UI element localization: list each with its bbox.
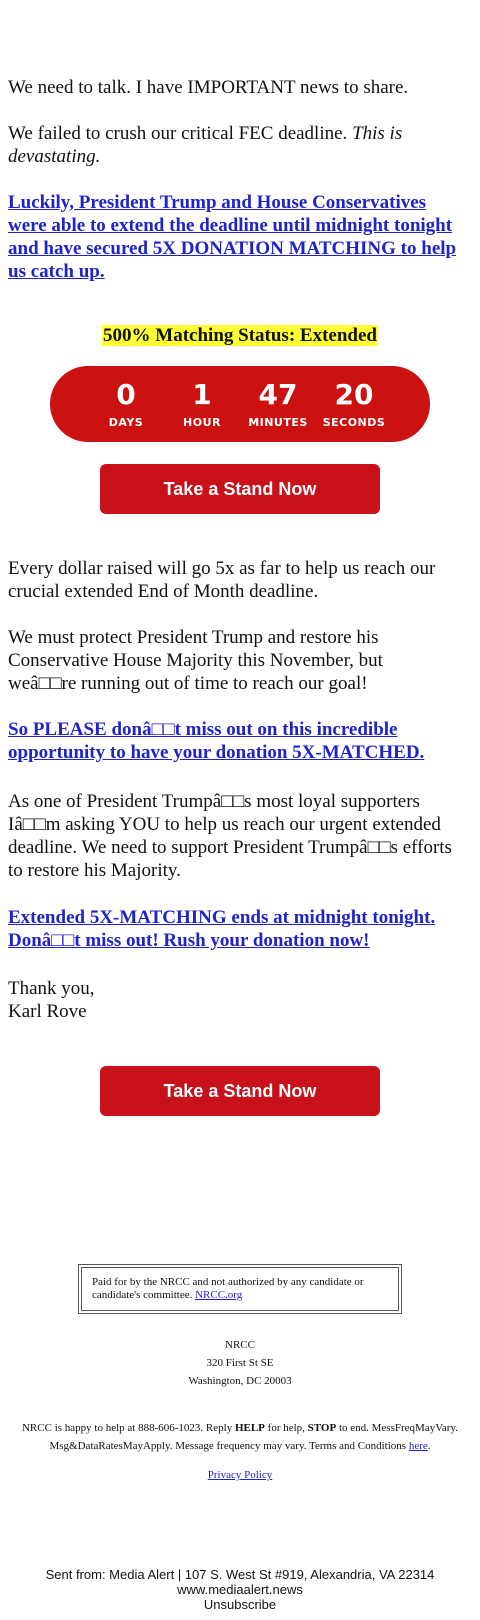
matching-status-label: 500% Matching Status: Extended [103,325,377,346]
countdown-minutes-label: MINUTES [248,415,308,429]
sms-text-1: NRCC is happy to help at 888-606-1023. Reply [21,1422,233,1434]
countdown-seconds [316,377,392,429]
countdown-days-value: 0 [116,377,136,411]
footer-sent-from: Sent from: Media Alert | 107 S. West St #919, Alexandria, VA 22314 [45,1567,435,1582]
countdown-timer[interactable] [50,366,430,442]
address-org: NRCC [225,1339,255,1351]
mailing-address [0,1336,480,1390]
paragraph-supporters: As one of President Trumpâ□□s most loyal supporters Iâ□□m asking YOU to help us reach our urgent extended deadline. We need to support President Trumpâ□□s efforts to restore his Majority. [8,791,452,881]
signature: Karl Rove [8,1001,87,1022]
paragraph-dollar: Every dollar raised will go 5x as far to help us reach our crucial extended End of Month deadline. [8,558,436,602]
paragraph-intro: We need to talk. I have IMPORTANT news to share. [8,77,409,98]
countdown-hour [164,377,240,429]
signoff: Thank you, [8,978,95,999]
take-a-stand-button[interactable]: Take a Stand Now [100,464,380,514]
countdown-days [88,377,164,429]
disclaimer-inner [81,1267,399,1311]
countdown-hour-value: 1 [192,377,212,411]
address-street: 320 First St SE [206,1357,274,1369]
privacy-policy-wrap [0,1466,480,1484]
matching-status [0,324,480,347]
footer-website[interactable]: www.mediaalert.news [177,1582,303,1597]
donation-link-2[interactable]: So PLEASE donâ□□t miss out on this incredible opportunity to have your donation 5X-MATCHED. [8,719,425,763]
unsubscribe-link[interactable]: Unsubscribe [203,1597,277,1612]
paragraph-deadline [8,122,458,168]
take-a-stand-button-2[interactable]: Take a Stand Now [100,1066,380,1116]
paragraph-deadline-italic: This is devastating. [8,123,403,167]
privacy-policy-link[interactable]: Privacy Policy [207,1469,273,1481]
sms-stop: STOP [307,1422,337,1434]
countdown-minutes-value: 47 [258,377,298,411]
sms-help: HELP [234,1422,265,1434]
address-city: Washington, DC 20003 [188,1375,292,1387]
countdown-hour-label: HOUR [183,415,221,429]
sms-text-2: for help, [267,1422,305,1434]
sms-text-3: to end. MessFreqMayVary. Msg&DataRatesMayApply. Message frequency may vary. Terms and Conditions [49,1422,458,1452]
disclaimer-box [78,1264,402,1314]
countdown-minutes [240,377,316,429]
donation-link-1[interactable]: Luckily, President Trump and House Conservatives were able to extend the deadline until midnight tonight and have secured 5X DONATION MATCHING to help us catch up. [8,192,457,282]
paragraph-protect: We must protect President Trump and restore his Conservative House Majority this November, but weâ□□re running out of time to reach our goal! [8,627,383,694]
donation-link-3[interactable]: Extended 5X-MATCHING ends at midnight tonight. Donâ□□t miss out! Rush your donation now! [8,907,436,951]
countdown-seconds-label: SECONDS [322,415,386,429]
countdown-seconds-value: 20 [334,377,374,411]
sms-notice [0,1419,480,1455]
nrcc-link[interactable]: NRCC.org [195,1289,243,1301]
paragraph-deadline-text: We failed to crush our critical FEC deadline. [8,123,348,144]
sms-text-4: . [427,1440,431,1452]
footer [0,1567,480,1612]
terms-link[interactable]: here [408,1440,428,1452]
countdown-days-label: DAYS [108,415,144,429]
disclaimer-text: Paid for by the NRCC and not authorized by any candidate or candidate's committee. [92,1276,364,1301]
